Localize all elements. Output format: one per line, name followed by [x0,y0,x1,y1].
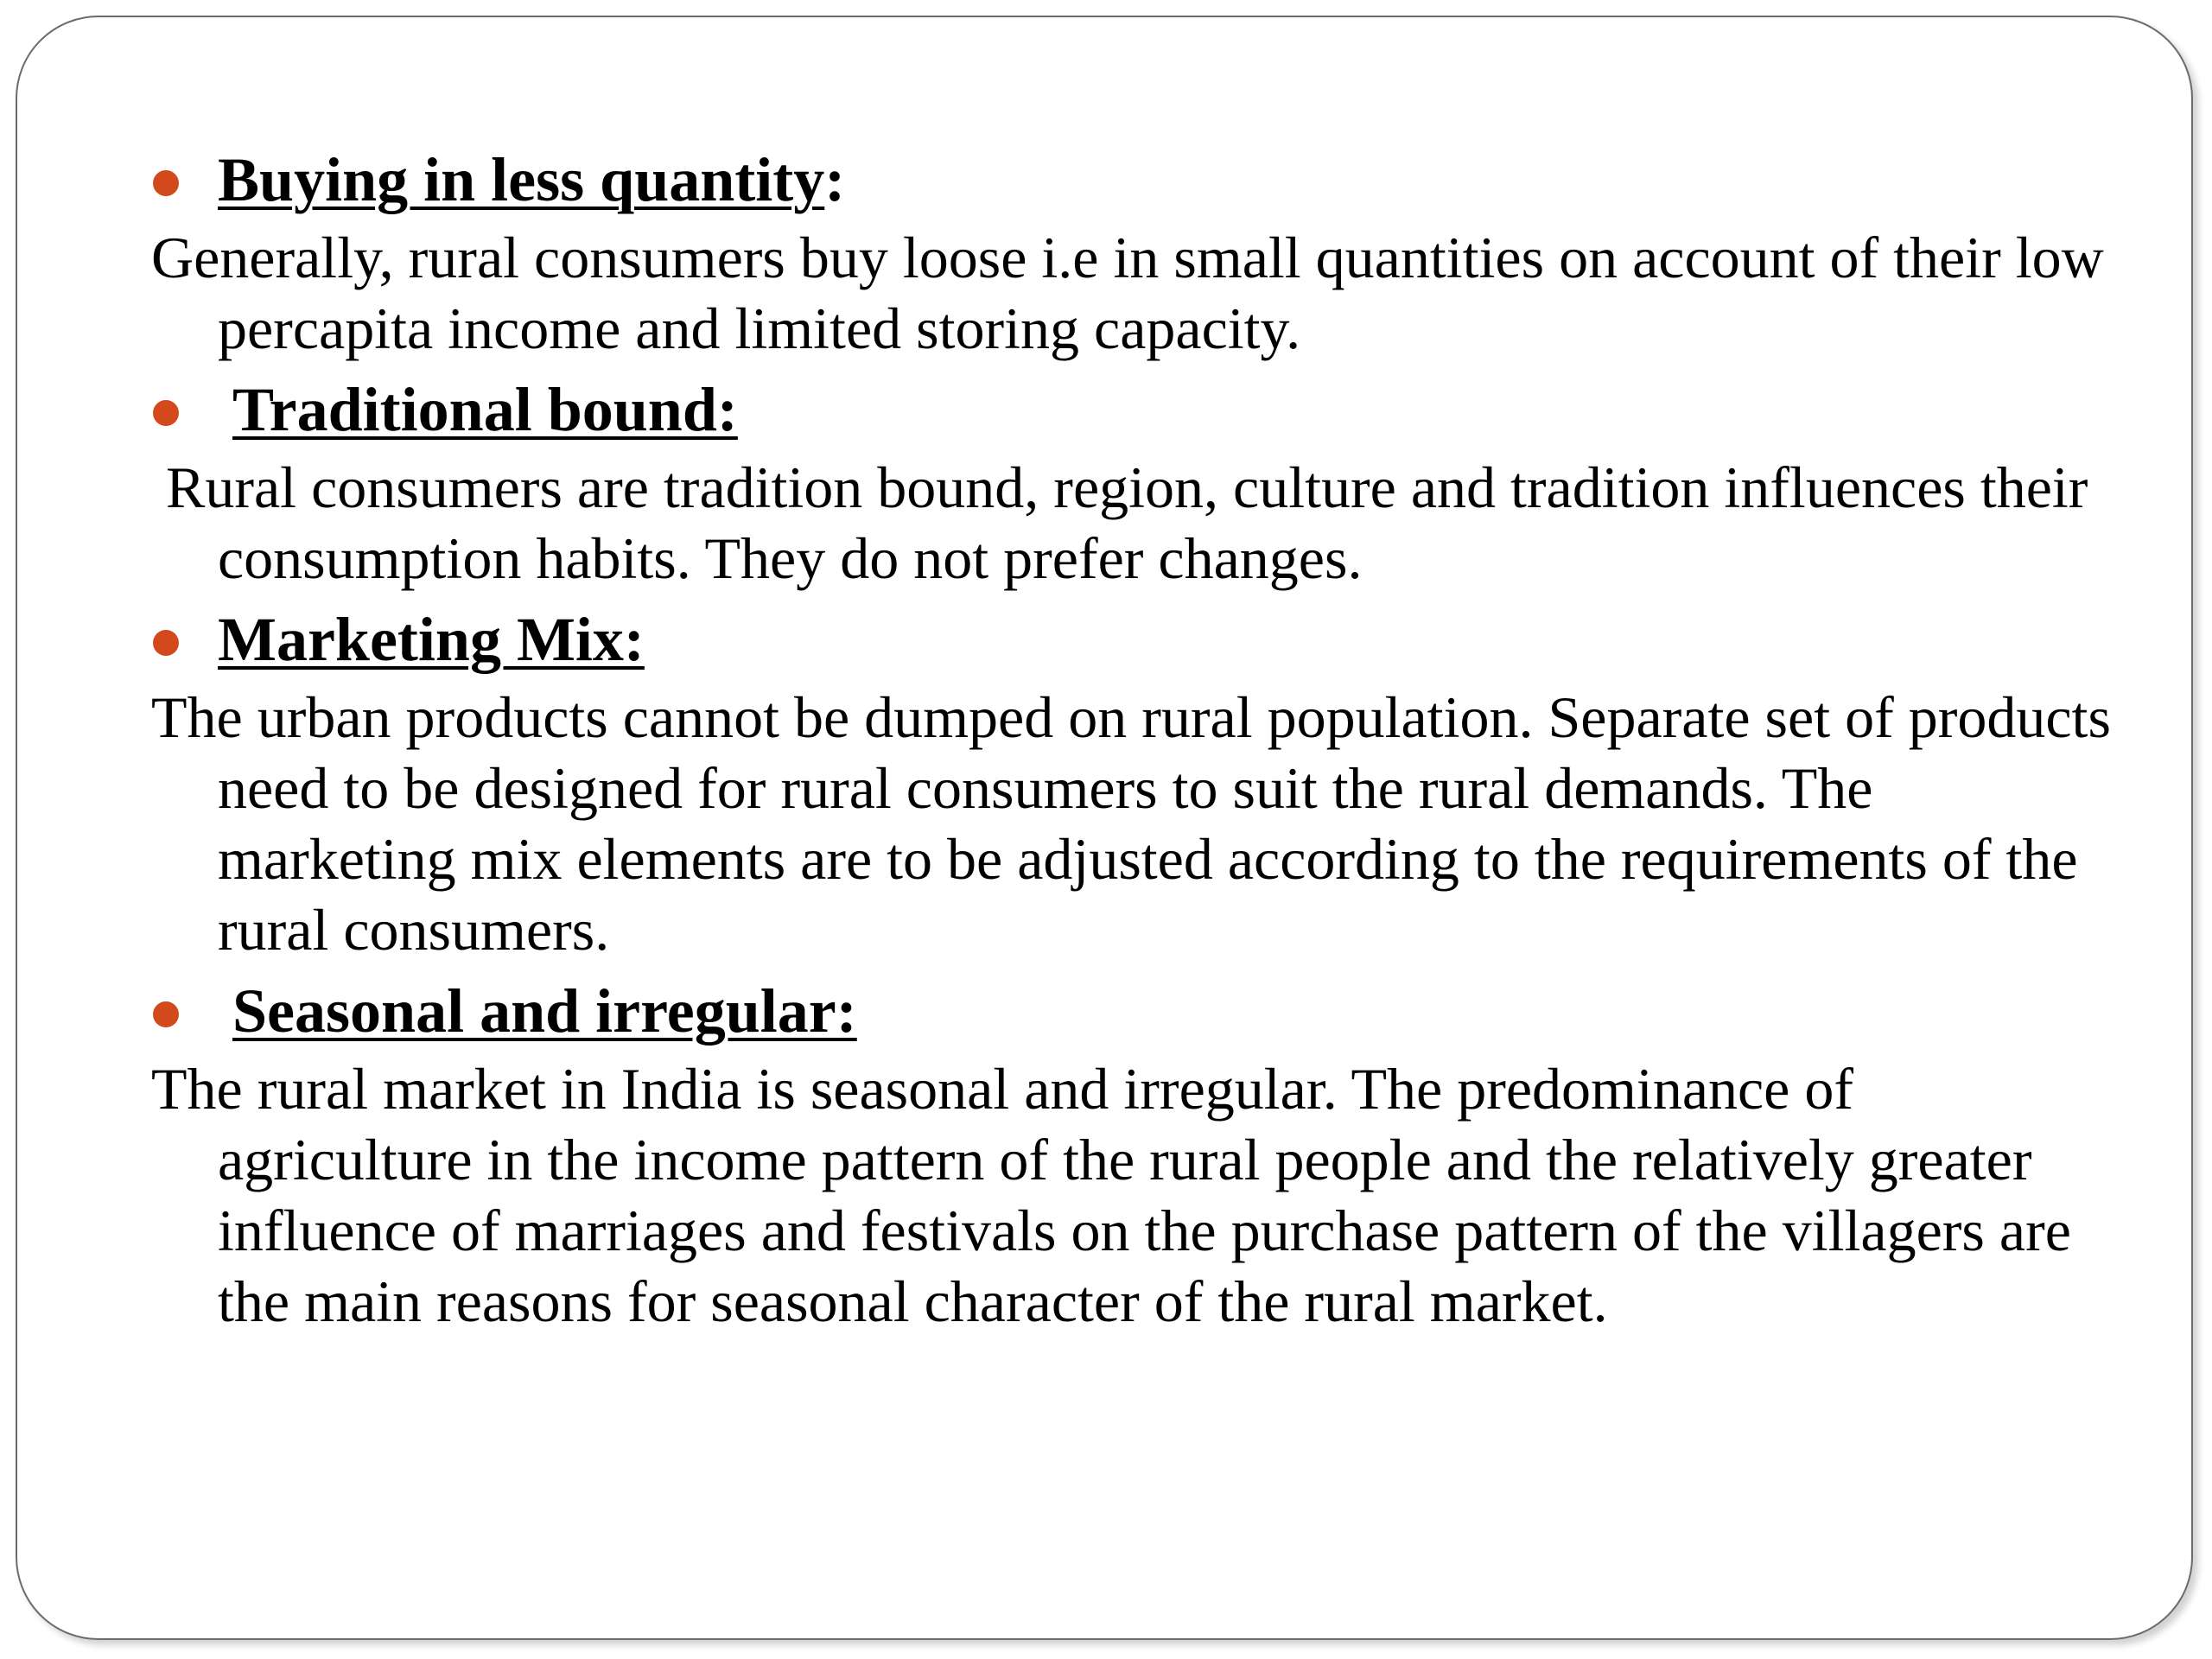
section-heading-marketing-mix [151,602,2121,677]
heading-text: Buying in less quantity [218,145,825,214]
heading-text: Traditional bound: [232,375,738,444]
heading-text: Marketing Mix: [218,605,645,674]
section-body-marketing-mix: The urban products cannot be dumped on rural population. Separate set of products need to be designed for rural consumers to suit the rural demands. The marketing mix elements are to be adjusted according to the requirements of the rural consumers. [151,684,2111,963]
section-body-traditional: Rural consumers are tradition bound, region, culture and tradition influences their consumption habits. They do not prefer changes. [166,454,2088,591]
section-heading-buying [151,143,2121,217]
bullet-icon [153,1001,179,1027]
section-heading-seasonal [151,974,2121,1048]
section-heading-traditional [151,372,2121,447]
section-body-buying: Generally, rural consumers buy loose i.e in small quantities on account of their low percapita income and limited storing capacity. [151,225,2104,361]
slide-content [151,143,2121,1345]
slide-frame [16,16,2193,1640]
heading-text: Seasonal and irregular: [232,976,857,1046]
bullet-icon [153,170,179,196]
heading-colon: : [824,145,846,214]
bullet-icon [153,400,179,426]
bullet-icon [153,630,179,656]
section-body-seasonal: The rural market in India is seasonal and irregular. The predominance of agriculture in the income pattern of the rural people and the relatively greater influence of marriages and festivals on the purchase pattern of the villagers are the main reasons for seasonal character of the rural market. [151,1056,2071,1334]
